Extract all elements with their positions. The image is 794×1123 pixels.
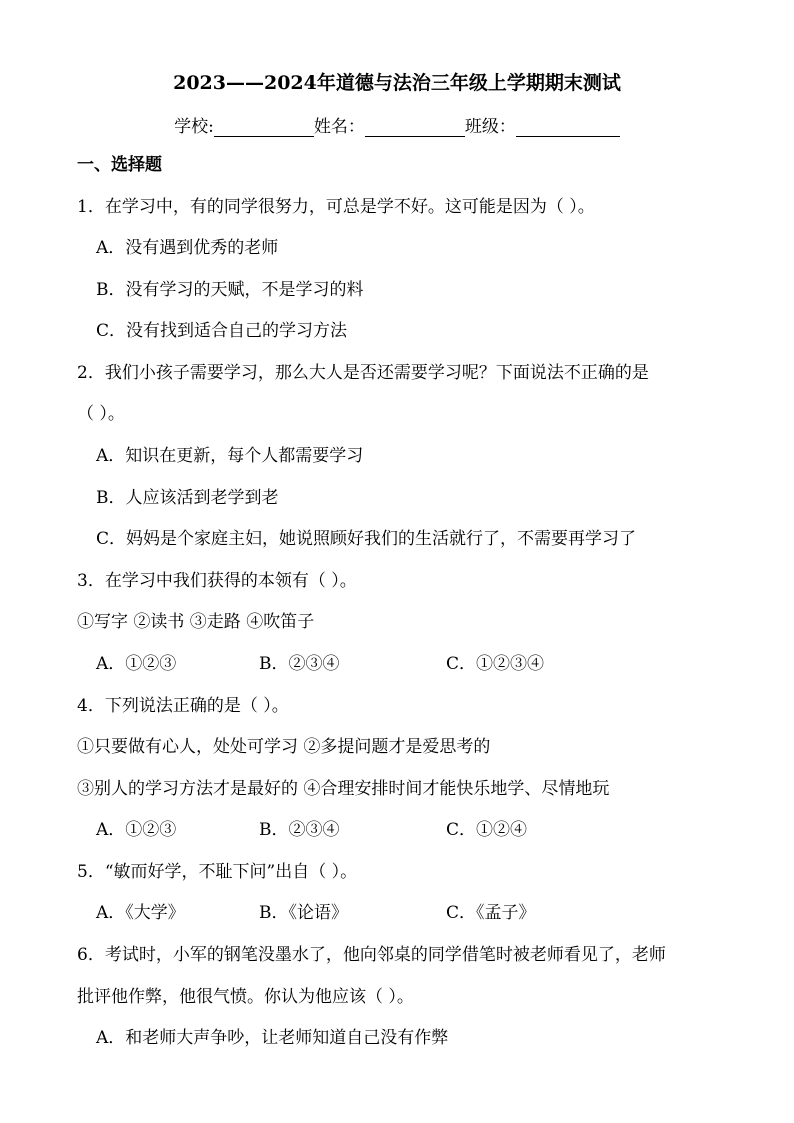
question-4-option-a: A．①②③: [96, 820, 177, 840]
question-4-option-c: C．①②④: [446, 820, 528, 840]
question-1-option-c: C．没有找到适合自己的学习方法: [96, 321, 348, 341]
question-5-option-c: C．《孟子》: [446, 903, 536, 923]
name-blank[interactable]: [365, 118, 465, 137]
question-3-option-c: C．①②③④: [446, 654, 545, 674]
question-5-stem: 5．“敏而好学，不耻下问”出自（ ）。: [77, 862, 358, 882]
section-heading: 一、选择题: [77, 155, 162, 175]
question-2-option-a: A．知识在更新，每个人都需要学习: [96, 446, 364, 466]
class-blank[interactable]: [516, 118, 620, 137]
school-blank[interactable]: [214, 118, 314, 137]
question-5-option-a: A．《大学》: [96, 903, 185, 923]
question-4-option-b: B．②③④: [259, 820, 340, 840]
question-1-option-b: B．没有学习的天赋，不是学习的料: [96, 280, 364, 300]
student-info-line: [0, 112, 794, 137]
question-3-stem: 3．在学习中我们获得的本领有（ ）。: [77, 571, 357, 591]
question-4-items-2: ③别人的学习方法才是最好的 ④合理安排时间才能快乐地学、尽情地玩: [77, 779, 610, 799]
question-3-items: ①写字 ②读书 ③走路 ④吹笛子: [77, 612, 315, 632]
question-2-stem: 2．我们小孩子需要学习，那么大人是否还需要学习呢？下面说法不正确的是: [77, 363, 649, 383]
question-3-option-b: B．②③④: [259, 654, 340, 674]
document-title: 2023——2024年道德与法治三年级上学期期末测试: [173, 72, 621, 94]
question-5-option-b: B．《论语》: [259, 903, 348, 923]
school-label: 学校:: [174, 117, 214, 137]
question-2-option-b: B．人应该活到老学到老: [96, 488, 279, 508]
question-6-stem-cont: 批评他作弊，他很气愤。你认为他应该（ ）。: [77, 987, 414, 1007]
question-1-option-a: A．没有遇到优秀的老师: [96, 238, 279, 258]
question-6-stem: 6．考试时，小军的钢笔没墨水了，他向邻桌的同学借笔时被老师看见了，老师: [77, 945, 666, 965]
question-4-stem: 4．下列说法正确的是（ ）。: [77, 696, 289, 716]
question-2-stem-cont: （ ）。: [77, 404, 125, 424]
question-4-items-1: ①只要做有心人，处处可学习 ②多提问题才是爱思考的: [77, 737, 491, 757]
name-label: 姓名：: [313, 117, 365, 137]
question-6-option-a: A．和老师大声争吵，让老师知道自己没有作弊: [96, 1028, 449, 1048]
question-2-option-c: C．妈妈是个家庭主妇，她说照顾好我们的生活就行了，不需要再学习了: [96, 529, 637, 549]
question-3-option-a: A．①②③: [96, 654, 177, 674]
question-1-stem: 1．在学习中，有的同学很努力，可总是学不好。这可能是因为（ ）。: [77, 197, 595, 217]
class-label: 班级：: [464, 117, 516, 137]
